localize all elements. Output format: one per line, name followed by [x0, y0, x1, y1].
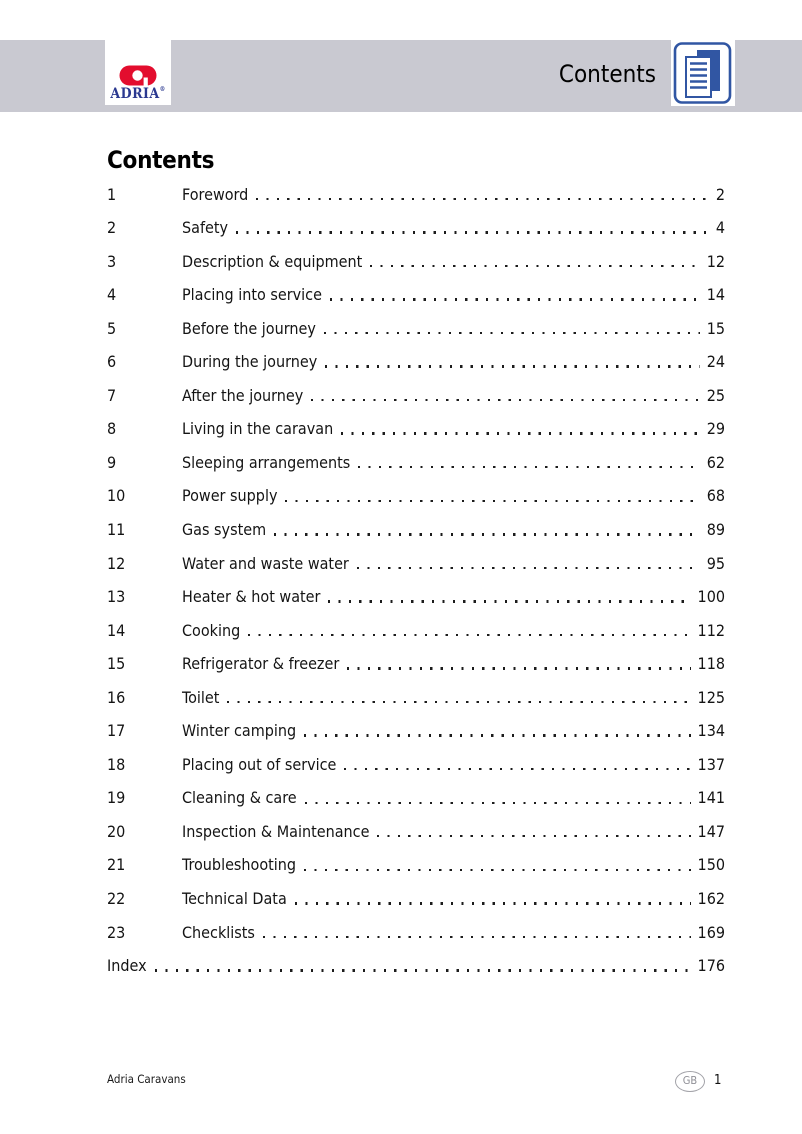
toc-entry-page: 24: [706, 352, 725, 372]
toc-leader-dots: [357, 567, 700, 569]
language-badge: GB: [675, 1071, 705, 1092]
toc-entry-title: Refrigerator & freezer: [182, 654, 340, 674]
toc-row: [107, 643, 725, 677]
toc-leader-dots: [330, 298, 700, 300]
toc-row: [107, 173, 725, 207]
toc-leader-dots: [236, 231, 709, 233]
toc-row: [107, 341, 725, 375]
toc-entry-page: 12: [706, 251, 725, 271]
toc-entry-page: 2: [715, 184, 725, 204]
toc-entry-title: Placing out of service: [182, 754, 337, 774]
toc-leader-dots: [324, 332, 700, 334]
adria-emblem-icon: [119, 65, 157, 86]
toc-entry-number: 14: [107, 620, 126, 640]
footer-page-number: 1: [714, 1073, 722, 1088]
toc-leader-dots: [304, 869, 690, 871]
toc-row: [107, 508, 725, 542]
toc-row: [107, 207, 725, 241]
toc-row: [107, 240, 725, 274]
toc-row: [107, 810, 725, 844]
toc-entry-title: Living in the caravan: [182, 419, 334, 439]
toc-entry-page: 29: [706, 419, 725, 439]
toc-entry-title: Inspection & Maintenance: [182, 821, 370, 841]
toc-list: [107, 173, 725, 945]
adria-wordmark: ADRIA®: [110, 86, 166, 102]
toc-row-index: [107, 945, 725, 979]
toc-leader-dots: [256, 198, 709, 200]
toc-leader-dots: [344, 768, 690, 770]
toc-row: [107, 475, 725, 509]
toc-entry-page: 95: [706, 553, 725, 573]
header-chapter-title: Contents: [558, 60, 656, 88]
toc-entry-number: 21: [107, 855, 126, 875]
toc-leader-dots: [295, 902, 691, 904]
toc-entry-title: Checklists: [182, 922, 255, 942]
toc-entry-number: 6: [107, 352, 117, 372]
toc-row: [107, 911, 725, 945]
toc-leader-dots: [305, 802, 691, 804]
toc-entry-number: 2: [107, 218, 117, 238]
toc-leader-dots: [370, 265, 699, 267]
toc-row: [107, 408, 725, 442]
toc-entry-title: Safety: [182, 218, 229, 238]
toc-leader-dots: [248, 634, 690, 636]
toc-leader-dots: [263, 936, 691, 938]
toc-entry-title: Water and waste water: [182, 553, 349, 573]
toc-entry-title: Toilet: [182, 687, 220, 707]
footer-company: Adria Caravans: [107, 1072, 186, 1086]
toc-entry-number: 13: [107, 587, 126, 607]
toc-entry-page: 4: [715, 218, 725, 238]
toc-entry-page: 15: [706, 318, 725, 338]
toc-entry-number: 20: [107, 821, 126, 841]
toc-row: [107, 877, 725, 911]
toc-entry-number: 17: [107, 721, 126, 741]
toc-row: [107, 542, 725, 576]
toc-entry-page: 150: [697, 855, 725, 875]
toc-row: [107, 676, 725, 710]
page-title: Contents: [107, 146, 215, 174]
toc-entry-number: 12: [107, 553, 126, 573]
registered-trademark: ®: [159, 86, 166, 93]
toc-entry-title: Gas system: [182, 520, 267, 540]
toc-entry-number: 23: [107, 922, 126, 942]
toc-entry-number: 16: [107, 687, 126, 707]
toc-row: [107, 576, 725, 610]
toc-entry-number: 19: [107, 788, 126, 808]
toc-entry-page: 14: [706, 285, 725, 305]
toc-entry-title: Power supply: [182, 486, 278, 506]
toc-entry-number: 5: [107, 318, 117, 338]
toc-entry-page: 147: [697, 821, 725, 841]
toc-leader-dots: [328, 600, 690, 602]
toc-leader-dots: [155, 969, 691, 971]
toc-row: [107, 609, 725, 643]
toc-entry-number: 9: [107, 452, 117, 472]
toc-entry-title: Heater & hot water: [182, 587, 321, 607]
toc-entry-title: Description & equipment: [182, 251, 363, 271]
toc-row: [107, 274, 725, 308]
toc-entry-title: After the journey: [182, 385, 304, 405]
documents-icon: [671, 40, 735, 106]
toc-entry-page: 137: [697, 754, 725, 774]
toc-entry-number: 18: [107, 754, 126, 774]
toc-leader-dots: [325, 365, 699, 367]
contents-icon-plate: [671, 40, 735, 106]
toc-leader-dots: [358, 466, 699, 468]
toc-entry-title: Cooking: [182, 620, 241, 640]
toc-row: [107, 710, 725, 744]
toc-entry-number: 4: [107, 285, 117, 305]
toc-row: [107, 743, 725, 777]
toc-entry-title: Before the journey: [182, 318, 316, 338]
toc-row: [107, 307, 725, 341]
toc-leader-dots: [377, 835, 690, 837]
toc-entry-title: Foreword: [182, 184, 249, 204]
toc-entry-title: During the journey: [182, 352, 318, 372]
toc-entry-number: 11: [107, 520, 126, 540]
toc-leader-dots: [227, 701, 690, 703]
toc-entry-title: Index: [107, 956, 147, 976]
toc-entry-number: 10: [107, 486, 126, 506]
toc-entry-title: Winter camping: [182, 721, 297, 741]
toc-entry-page: 162: [697, 889, 725, 909]
toc-leader-dots: [274, 533, 700, 535]
toc-row: [107, 777, 725, 811]
toc-entry-page: 100: [697, 587, 725, 607]
toc-leader-dots: [311, 399, 699, 401]
toc-entry-number: 7: [107, 385, 117, 405]
toc-entry-title: Cleaning & care: [182, 788, 297, 808]
toc-entry-title: Sleeping arrangements: [182, 452, 351, 472]
toc-entry-number: 15: [107, 654, 126, 674]
toc-row: [107, 441, 725, 475]
toc-section: [107, 147, 725, 978]
toc-entry-page: 169: [697, 922, 725, 942]
toc-entry-page: 68: [706, 486, 725, 506]
toc-entry-page: 125: [697, 687, 725, 707]
toc-entry-page: 62: [706, 452, 725, 472]
toc-entry-title: Troubleshooting: [182, 855, 297, 875]
toc-entry-page: 134: [697, 721, 725, 741]
toc-entry-page: 176: [697, 956, 725, 976]
toc-leader-dots: [347, 667, 690, 669]
toc-leader-dots: [304, 734, 690, 736]
toc-entry-page: 25: [706, 385, 725, 405]
toc-row: [107, 844, 725, 878]
toc-entry-page: 141: [697, 788, 725, 808]
toc-entry-number: 8: [107, 419, 117, 439]
toc-entry-page: 89: [706, 520, 725, 540]
toc-entry-title: Technical Data: [182, 889, 287, 909]
toc-entry-page: 118: [697, 654, 725, 674]
toc-entry-title: Placing into service: [182, 285, 322, 305]
toc-entry-number: 1: [107, 184, 117, 204]
toc-leader-dots: [341, 432, 700, 434]
toc-leader-dots: [285, 500, 699, 502]
toc-entry-number: 22: [107, 889, 126, 909]
toc-entry-number: 3: [107, 251, 117, 271]
toc-entry-page: 112: [697, 620, 725, 640]
adria-logo: [105, 40, 171, 105]
toc-row: [107, 374, 725, 408]
